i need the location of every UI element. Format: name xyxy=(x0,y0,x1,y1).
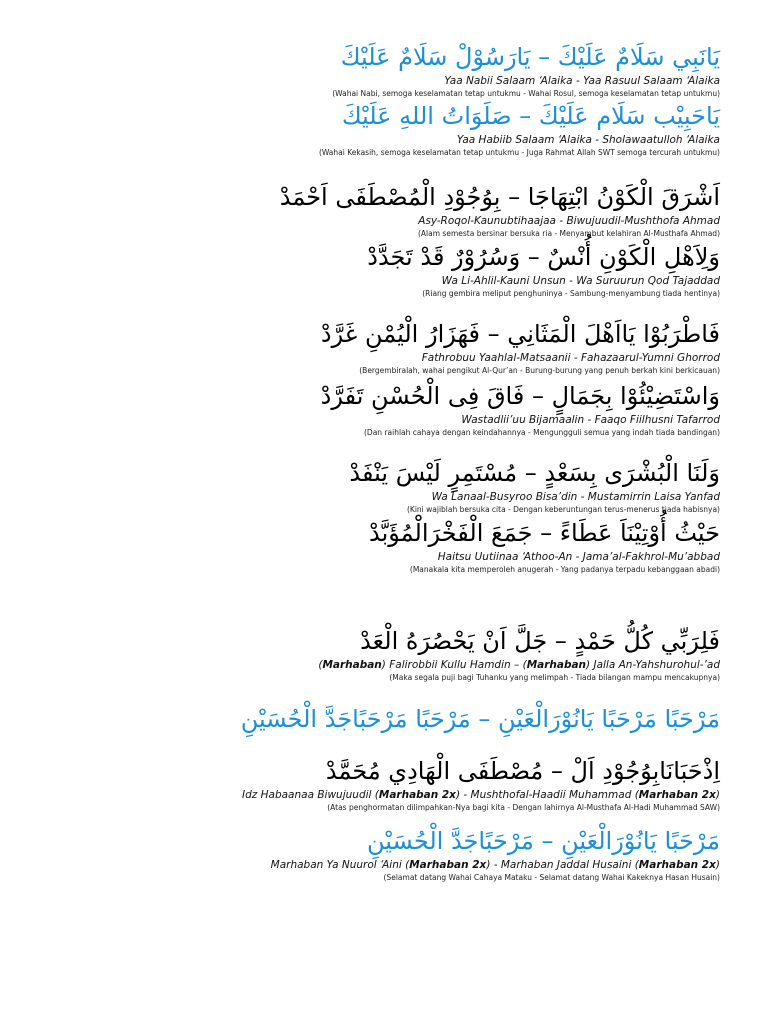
latin-line: Yaa Habiib Salaam ‘Alaika - Sholawaatulloh ‘Alaika xyxy=(456,134,720,146)
verse-6 xyxy=(0,379,768,438)
arabic-line: يَاحَبِيْب سَلَام عَلَيْكَ – صَلَوَاتُ اللهِ عَلَيْكَ xyxy=(341,102,720,130)
latin-line: Fathrobuu Yaahlal-Matsaanii - Fahazaarul-Yumni Ghorrod xyxy=(421,352,720,364)
verse-9 xyxy=(0,624,768,683)
arabic-line: وَلَنَا الْبُشْرَى بِسَعْدٍ – مُسْتَمِرٍ لَيْسَ يَنْفَدْ xyxy=(349,459,720,487)
latin-line: Wa Li-Ahlil-Kauni Unsun - Wa Suruurun Qod Tajaddad xyxy=(441,275,720,287)
refrain-1 xyxy=(0,702,768,736)
arabic-line: وَلِاَهْلِ الْكَوْنِ أُنْسٌ – وَسُرُوْرٌ قَدْ تَجَدَّدْ xyxy=(367,243,720,271)
translation-line: (Wahai Kekasih, semoga keselamatan tetap untukmu - Juga Rahmat Allah SWT semoga tercurah untukmu) xyxy=(318,148,720,157)
translation-line: (Bergembiralah, wahai pengikut Al-Qur’an - Burung-burung yang penuh berkah kini berkicauan) xyxy=(359,366,720,375)
latin-line: (Marhaban) Falirobbii Kullu Hamdin – (Marhaban) Jalla An-Yahshurohul-’ad xyxy=(318,659,720,671)
latin-line: Yaa Nabii Salaam ‘Alaika - Yaa Rasuul Salaam ‘Alaika xyxy=(444,75,720,87)
arabic-line: يَانَبِي سَلَامٌ عَلَيْكَ – يَارَسُوْلْ سَلَامٌ عَلَيْكَ xyxy=(340,43,720,71)
verse-4 xyxy=(0,240,768,299)
refrain-2 xyxy=(0,824,768,883)
arabic-line: مَرْحَبًا مَرْحَبًا يَانُوْرَالْعَيْنِ – مَرْحَبًا مَرْحَبًاجَدَّ الْحُسَيْنِ xyxy=(240,705,720,733)
arabic-line: حَيْثُ أُوْتِيْنَاَ عَطَاءً – جَمَعَ الْفَخْرَالْمُؤَبَّدْ xyxy=(369,519,720,547)
latin-line: Idz Habaanaa Biwujuudil (Marhaban 2x) - Mushthofal-Haadii Muhammad (Marhaban 2x) xyxy=(242,789,720,801)
verse-10 xyxy=(0,754,768,813)
arabic-line: وَاسْتَضِيْئُوْا بِجَمَالٍ – فَاقَ فِى الْحُسْنِ تَفَرَّدْ xyxy=(320,382,720,410)
translation-line: (Riang gembira meliput penghuninya - Sambung-menyambung tiada hentinya) xyxy=(422,289,720,298)
verse-8 xyxy=(0,516,768,575)
arabic-line: اَشْرَقَ الْكَوْنُ ابْتِهَاجَا – بِوُجُوْدِ الْمُصْطَفَى اَحْمَدْ xyxy=(279,183,720,211)
translation-line: (Atas penghormatan dilimpahkan-Nya bagi kita - Dengan lahirnya Al-Musthafa Al-Hadi Muhammad SAW) xyxy=(327,803,720,812)
verse-7 xyxy=(0,456,768,515)
latin-line: Haitsu Uutiinaa ‘Athoo-An - Jama’al-Fakhrol-Mu’abbad xyxy=(437,551,720,563)
translation-line: (Alam semesta bersinar bersuka ria - Menyambut kelahiran Al-Musthafa Ahmad) xyxy=(418,229,720,238)
arabic-line: فَلِرَبِّي كُلُّ حَمْدٍ – جَلَّ اَنْ يَحْصُرَهُ الْعَدْ xyxy=(360,627,720,655)
translation-line: (Wahai Nabi, semoga keselamatan tetap untukmu - Wahai Rosul, semoga keselamatan tetap untukmu) xyxy=(332,89,720,98)
translation-line: (Selamat datang Wahai Cahaya Mataku - Selamat datang Wahai Kakeknya Hasan Husain) xyxy=(383,873,720,882)
latin-line: Asy-Roqol-Kaunubtihaajaa - Biwujuudil-Mushthofa Ahmad xyxy=(418,215,720,227)
translation-line: (Dan raihlah cahaya dengan keindahannya - Mengungguli semua yang indah tiada bandingan) xyxy=(364,428,720,437)
latin-line: Marhaban Ya Nuurol ‘Aini (Marhaban 2x) - Marhaban Jaddal Husaini (Marhaban 2x) xyxy=(270,859,720,871)
latin-line: Wa Lanaal-Busyroo Bisa’din - Mustamirrin Laisa Yanfad xyxy=(431,491,720,503)
translation-line: (Manakala kita memperoleh anugerah - Yang padanya terpadu kebanggaan abadi) xyxy=(409,565,720,574)
translation-line: (Kini wajiblah bersuka cita - Dengan keberuntungan terus-menerus tiada habisnya) xyxy=(407,505,720,514)
verse-2 xyxy=(0,99,768,158)
latin-line: Wastadlii’uu Bijamaalin - Faaqo Fiilhusni Tafarrod xyxy=(461,414,720,426)
verse-5 xyxy=(0,317,768,376)
verse-1 xyxy=(0,40,768,99)
translation-line: (Maka segala puji bagi Tuhanku yang melimpah - Tiada bilangan mampu mencakupnya) xyxy=(389,673,720,682)
arabic-line: اِذْحَبَانَابِوُجُوْدِ اَلْ – مُصْطَفَى الْهَادِي مُحَمَّدْ xyxy=(325,757,720,785)
verse-3 xyxy=(0,180,768,239)
arabic-line: مَرْحَبًا يَانُوْرَالْعَيْنِ – مَرْحَبًاجَدَّ الْحُسَيْنِ xyxy=(366,827,720,855)
arabic-line: فَاطْرَبُوْا يَااَهْلَ الْمَثَانِي – فَهَزَارُ الْيُمْنِ غَرَّدْ xyxy=(320,320,720,348)
